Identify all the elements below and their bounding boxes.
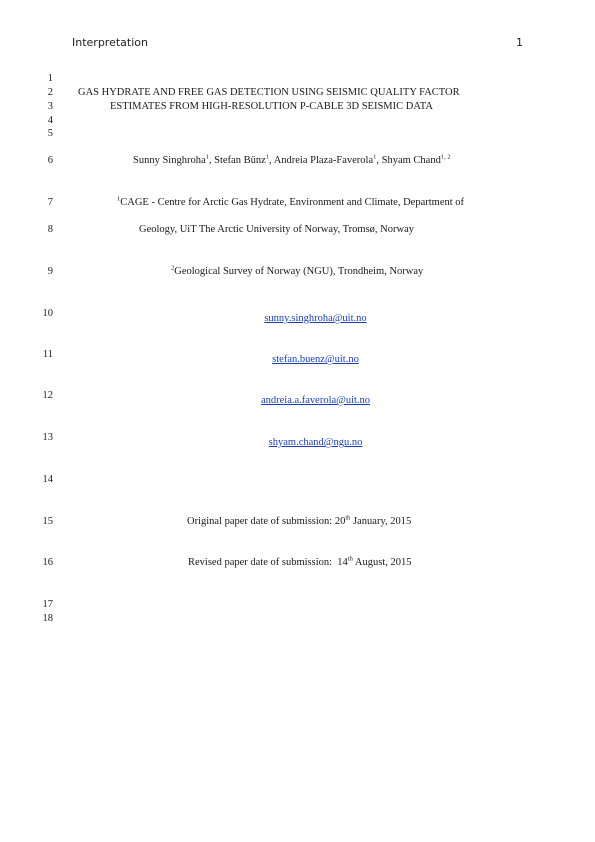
date-text: Revised paper date of submission: 14 <box>188 557 348 568</box>
author-affiliation-mark: 1 <box>373 153 377 161</box>
line-number: 9 <box>47 266 53 277</box>
original-submission-date <box>187 516 411 527</box>
line-number: 15 <box>42 516 53 527</box>
author-affiliation-mark: 1 <box>265 153 270 161</box>
running-title: Interpretation <box>72 36 148 49</box>
author-affiliation-mark: 1 <box>205 153 209 161</box>
paper-title-line-1: GAS HYDRATE AND FREE GAS DETECTION USING SEISMIC QUALITY FACTOR <box>78 87 460 98</box>
date-text: August, 2015 <box>352 557 412 568</box>
line-number: 1 <box>47 73 53 84</box>
author-name: Stefan Bünz <box>214 155 266 166</box>
line-number: 7 <box>47 197 53 208</box>
email-link-chand[interactable]: shyam.chand@ngu.no <box>268 437 363 448</box>
line-number: 17 <box>42 599 53 610</box>
ordinal-suffix: th <box>347 555 353 563</box>
author-list <box>133 155 451 166</box>
author-affiliation-mark: 1, 2 <box>440 153 451 161</box>
line-number: 5 <box>47 128 53 139</box>
email-link-singhroha[interactable]: sunny.singhroha@uit.no <box>264 313 367 324</box>
author-separator: , <box>376 155 382 166</box>
email-row <box>0 308 595 326</box>
affiliation-1-line-1 <box>117 197 464 208</box>
email-link-buenz[interactable]: stefan.buenz@uit.no <box>272 354 359 365</box>
line-number: 3 <box>47 101 53 112</box>
author-separator: , <box>208 155 215 166</box>
email-row <box>0 390 595 408</box>
author-name: Shyam Chand <box>381 155 441 166</box>
ordinal-suffix: th <box>345 514 351 522</box>
line-number: 13 <box>42 432 53 443</box>
email-row <box>0 432 595 450</box>
author-separator: , <box>269 155 274 166</box>
affiliation-text: CAGE - Centre for Arctic Gas Hydrate, Environment and Climate, Department of <box>120 197 465 208</box>
email-row <box>0 349 595 367</box>
revised-submission-date <box>188 557 412 568</box>
affiliation-text: Geological Survey of Norway (NGU), Trondheim, Norway <box>174 266 424 277</box>
author-name: Sunny Singhroha <box>133 155 206 166</box>
affiliation-1-line-2: Geology, UiT The Arctic University of Norway, Tromsø, Norway <box>139 224 415 235</box>
paper-title-line-2: ESTIMATES FROM HIGH-RESOLUTION P-CABLE 3D SEISMIC DATA <box>110 101 433 112</box>
date-text: Original paper date of submission: 20 <box>187 516 346 527</box>
line-number: 2 <box>47 87 53 98</box>
line-number: 10 <box>42 308 53 319</box>
line-number: 18 <box>42 613 53 624</box>
line-number: 16 <box>42 557 53 568</box>
line-number: 4 <box>47 115 53 126</box>
email-link-faverola[interactable]: andreia.a.faverola@uit.no <box>260 395 371 406</box>
date-text: January, 2015 <box>350 516 412 527</box>
line-number: 12 <box>42 390 53 401</box>
line-number: 11 <box>42 349 53 360</box>
line-number: 6 <box>47 155 53 166</box>
line-number: 14 <box>42 474 53 485</box>
affiliation-2 <box>171 266 423 277</box>
page-number: 1 <box>516 36 523 49</box>
author-name: Andreia Plaza-Faverola <box>273 155 374 166</box>
affiliation-mark: 2 <box>171 264 175 272</box>
line-number: 8 <box>47 224 53 235</box>
affiliation-mark: 1 <box>117 195 121 203</box>
